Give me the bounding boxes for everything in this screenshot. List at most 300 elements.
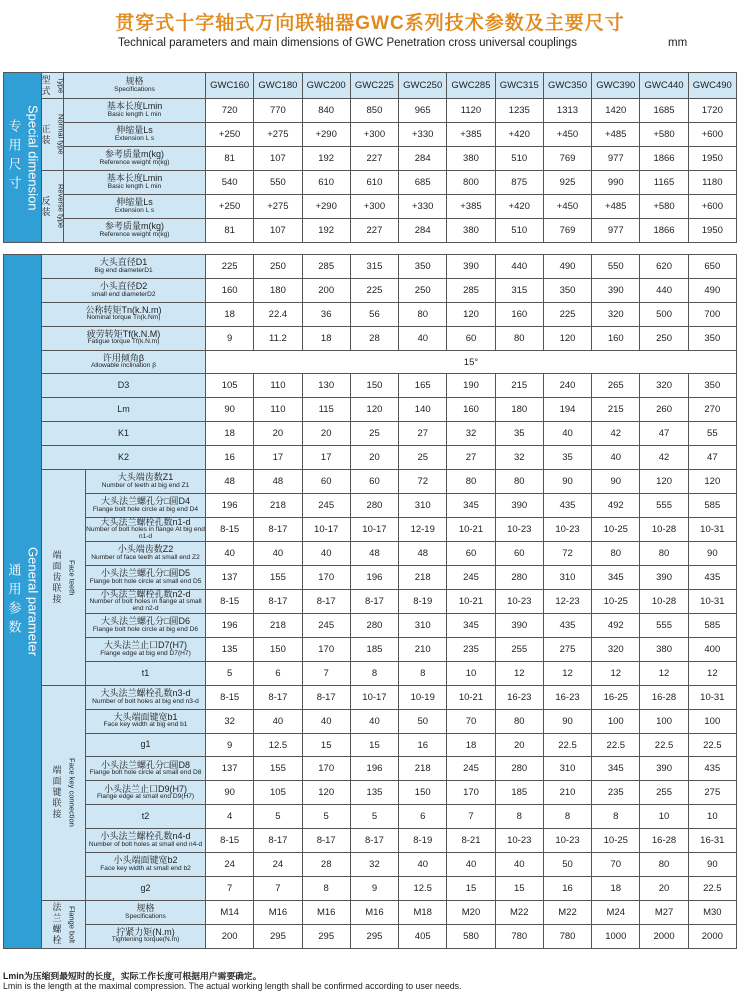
value-cell: 435	[543, 614, 591, 638]
value-cell: 310	[543, 757, 591, 781]
spec-cn: 小头法兰螺孔分□圆D8	[101, 759, 190, 770]
value-cell: 720	[206, 99, 254, 123]
value-cell: 27	[399, 422, 447, 446]
value-cell: 55	[688, 422, 736, 446]
value-cell: 40	[543, 422, 591, 446]
value-cell: 10-23	[543, 517, 591, 541]
value-cell: 12	[543, 661, 591, 685]
value-cell: 1313	[543, 99, 591, 123]
spec-label	[86, 614, 206, 638]
value-cell: 60	[302, 470, 350, 494]
value-cell: 8-17	[302, 685, 350, 709]
spec-en: Extension L s	[114, 206, 155, 214]
model-header: GWC250	[399, 73, 447, 99]
value-cell: 90	[688, 853, 736, 877]
spec-en: Specifications	[114, 85, 155, 93]
value-cell: 190	[447, 374, 495, 398]
model-header: GWC180	[254, 73, 302, 99]
value-cell: 22.5	[543, 733, 591, 757]
value-cell: 90	[543, 709, 591, 733]
value-cell: 16-25	[592, 685, 640, 709]
spec-cn: 疲劳转矩Tf(k.N.M)	[86, 328, 161, 339]
value-cell: 1235	[495, 99, 543, 123]
spec-en: Flange bolt hole circle at big end D6	[92, 625, 199, 633]
value-cell: 18	[206, 422, 254, 446]
value-cell: 320	[592, 638, 640, 662]
value-cell: 8-15	[206, 829, 254, 853]
value-cell: 25	[399, 446, 447, 470]
spec-cn: D3	[117, 380, 130, 391]
group-labels	[40, 114, 66, 155]
value-cell: 24	[206, 853, 254, 877]
value-cell: 390	[447, 255, 495, 279]
spec-en: Number of bolt holes in flange At big end n1-d	[86, 526, 205, 541]
value-cell: 170	[447, 781, 495, 805]
spec-cn: 大头端齿数Z1	[117, 472, 174, 483]
spec-cn: 大头法兰螺孔分□圆D6	[101, 616, 190, 627]
value-cell: 90	[206, 781, 254, 805]
group-en: Flange bolt	[67, 905, 77, 943]
value-cell: 150	[350, 374, 398, 398]
spec-en: Nominal torque Tn(k.Nm)	[86, 314, 161, 322]
value-cell: 492	[592, 614, 640, 638]
group-cn: 端面键联接	[51, 765, 62, 821]
value-cell: 48	[254, 470, 302, 494]
value-cell: 10-21	[447, 589, 495, 613]
spec-label	[86, 805, 206, 829]
spec-label	[64, 99, 206, 123]
value-cell: M16	[254, 900, 302, 924]
value-cell: 10-31	[688, 685, 736, 709]
value-cell: 8	[302, 876, 350, 900]
spec-en: Specifications	[125, 912, 166, 920]
value-cell: +420	[495, 195, 543, 219]
value-cell: 20	[302, 422, 350, 446]
value-cell: 60	[350, 470, 398, 494]
value-cell: 130	[302, 374, 350, 398]
sidebar-cn: 专用尺寸	[6, 119, 22, 196]
value-cell: +600	[688, 123, 736, 147]
value-cell: 192	[302, 219, 350, 243]
value-cell: +330	[399, 123, 447, 147]
value-cell: 390	[592, 278, 640, 302]
value-cell: 155	[254, 565, 302, 589]
value-cell: 780	[495, 924, 543, 948]
spec-cn: t1	[141, 667, 150, 678]
value-cell: 105	[254, 781, 302, 805]
value-cell: 8-19	[399, 829, 447, 853]
value-cell: 18	[206, 302, 254, 326]
value-cell: 440	[495, 255, 543, 279]
value-cell: 8-19	[399, 589, 447, 613]
value-cell: 35	[543, 446, 591, 470]
spec-en: Fatigue torque Tf(k.N.m)	[87, 338, 160, 346]
value-cell: 8-15	[206, 685, 254, 709]
spec-label	[86, 589, 206, 613]
value-cell: 165	[399, 374, 447, 398]
value-cell: 40	[399, 326, 447, 350]
value-cell: 196	[350, 565, 398, 589]
spec-label	[64, 219, 206, 243]
spec-label	[86, 924, 206, 948]
value-cell: M24	[592, 900, 640, 924]
value-cell: +275	[254, 123, 302, 147]
footnote-en: Lmin is the length at the maximal compression. The actual working length shall be confirmed according to user needs.	[3, 981, 462, 991]
group-cn: 端面齿联接	[51, 549, 62, 605]
spec-label	[64, 171, 206, 195]
value-cell: 215	[495, 374, 543, 398]
group-en: Face key connection	[67, 758, 77, 828]
value-cell: 780	[543, 924, 591, 948]
spec-label	[86, 470, 206, 494]
value-cell: 196	[206, 493, 254, 517]
value-cell: +300	[350, 195, 398, 219]
spec-label	[64, 73, 206, 99]
value-cell: 28	[302, 853, 350, 877]
value-cell: 800	[447, 171, 495, 195]
spec-en: Number of face teeth at small end Z2	[91, 553, 200, 561]
value-cell: 10-31	[688, 517, 736, 541]
spec-label	[86, 638, 206, 662]
value-cell: 500	[640, 302, 688, 326]
value-cell: 20	[254, 422, 302, 446]
value-cell: 8-17	[350, 589, 398, 613]
value-cell: 2000	[688, 924, 736, 948]
value-cell: 8	[592, 805, 640, 829]
value-cell: 8-17	[302, 589, 350, 613]
spec-cn: 规格	[136, 903, 155, 914]
value-cell: 9	[350, 876, 398, 900]
value-cell: 160	[206, 278, 254, 302]
value-cell: 284	[399, 219, 447, 243]
value-cell: +580	[640, 195, 688, 219]
value-cell: 218	[399, 757, 447, 781]
value-cell: 36	[302, 302, 350, 326]
spec-en: Big end diameterD1	[94, 266, 153, 274]
spec-en: Reference weight m(kg)	[99, 230, 170, 238]
value-cell: 22.5	[688, 876, 736, 900]
spec-label	[42, 278, 206, 302]
value-cell: 1165	[640, 171, 688, 195]
spec-en: Number of bolt holes at small end n4-d	[88, 840, 203, 848]
value-cell: 160	[592, 326, 640, 350]
spec-en: Flange edge at big end D7(H7)	[100, 649, 191, 657]
value-cell: +450	[543, 123, 591, 147]
sidebar-labels	[4, 105, 41, 211]
value-cell: 47	[688, 446, 736, 470]
model-header: GWC350	[543, 73, 591, 99]
model-header: GWC440	[640, 73, 688, 99]
spec-label	[86, 542, 206, 566]
value-cell: 9	[206, 733, 254, 757]
value-cell: 435	[688, 565, 736, 589]
group-labels	[42, 550, 85, 605]
value-cell: 48	[350, 542, 398, 566]
value-cell: 769	[543, 219, 591, 243]
value-cell: 245	[447, 565, 495, 589]
value-cell: 555	[640, 614, 688, 638]
value-cell: 6	[254, 661, 302, 685]
value-cell: 16	[543, 876, 591, 900]
value-cell: 10	[688, 805, 736, 829]
value-cell: 27	[447, 446, 495, 470]
value-cell: 875	[495, 171, 543, 195]
value-cell: 80	[495, 709, 543, 733]
model-header: GWC285	[447, 73, 495, 99]
group-labels	[40, 184, 66, 229]
value-cell: 1420	[592, 99, 640, 123]
value-cell: 280	[495, 757, 543, 781]
page-title: 贯穿式十字轴式万向联轴器GWC系列技术参数及主要尺寸	[115, 13, 625, 34]
value-cell: 20	[350, 446, 398, 470]
value-cell: 295	[350, 924, 398, 948]
value-cell: 5	[206, 661, 254, 685]
spec-label	[86, 733, 206, 757]
spec-cn: 伸缩量Ls	[116, 197, 153, 208]
value-cell: 1950	[688, 147, 736, 171]
value-cell: 200	[206, 924, 254, 948]
spec-en: Face key width at big end b1	[103, 721, 188, 729]
value-cell: 245	[447, 757, 495, 781]
spec-cn: 许用倾角β	[102, 352, 145, 363]
spec-cn: 大头法兰螺栓孔数n3-d	[100, 688, 191, 699]
spec-cn: 基本长度Lmin	[106, 173, 163, 184]
value-cell: 105	[206, 374, 254, 398]
value-cell: 977	[592, 219, 640, 243]
value-cell: 32	[447, 422, 495, 446]
value-cell: 8-17	[254, 829, 302, 853]
spec-cn: 拧紧力矩(N.m)	[116, 926, 175, 937]
group-labels	[42, 758, 85, 827]
spec-cn: 小头端齿数Z2	[117, 544, 174, 555]
spec-label	[86, 493, 206, 517]
spec-label	[86, 900, 206, 924]
spec-en: Tightening torque(N.m)	[111, 936, 180, 944]
value-cell: 16-31	[688, 829, 736, 853]
value-cell: 60	[495, 542, 543, 566]
value-cell: 250	[640, 326, 688, 350]
value-cell: 280	[350, 614, 398, 638]
value-cell: 107	[254, 219, 302, 243]
value-cell: 227	[350, 219, 398, 243]
value-cell: 10	[447, 661, 495, 685]
value-cell: 22.5	[592, 733, 640, 757]
value-cell: 15	[302, 733, 350, 757]
value-cell: 310	[399, 614, 447, 638]
spec-cn: 小头法兰螺栓孔数n2-d	[100, 588, 191, 599]
value-cell: 2000	[640, 924, 688, 948]
group-labels	[42, 902, 85, 946]
value-cell: 12	[640, 661, 688, 685]
value-cell: +420	[495, 123, 543, 147]
value-cell: 610	[350, 171, 398, 195]
spec-label	[42, 326, 206, 350]
value-cell: 12	[495, 661, 543, 685]
value-cell: 81	[206, 147, 254, 171]
value-cell: 22.4	[254, 302, 302, 326]
value-cell: 10-25	[592, 517, 640, 541]
value-cell: 280	[495, 565, 543, 589]
special-dimension-sidebar	[4, 73, 42, 243]
value-cell: 120	[543, 326, 591, 350]
value-cell: 90	[592, 470, 640, 494]
value-cell: 770	[254, 99, 302, 123]
value-cell: 16-23	[543, 685, 591, 709]
group-cn: 法兰螺栓	[51, 902, 62, 947]
value-cell: 48	[399, 542, 447, 566]
value-cell: 10-23	[495, 517, 543, 541]
value-cell: 8-17	[254, 685, 302, 709]
value-cell: M22	[495, 900, 543, 924]
value-cell: 40	[254, 709, 302, 733]
value-cell: 17	[302, 446, 350, 470]
value-cell: 160	[447, 398, 495, 422]
value-cell: 540	[206, 171, 254, 195]
value-cell: 150	[399, 781, 447, 805]
value-cell: 32	[495, 446, 543, 470]
spec-label	[86, 781, 206, 805]
value-cell: 196	[206, 614, 254, 638]
value-cell: 32	[206, 709, 254, 733]
value-cell: 10-19	[399, 685, 447, 709]
value-cell: 10-21	[447, 685, 495, 709]
value-cell: 490	[688, 278, 736, 302]
value-cell: 700	[688, 302, 736, 326]
value-cell: 80	[447, 470, 495, 494]
group-label	[42, 470, 86, 686]
value-cell: 170	[302, 638, 350, 662]
value-cell: 80	[495, 470, 543, 494]
value-cell: 435	[688, 757, 736, 781]
value-cell: +580	[640, 123, 688, 147]
spec-cn: 大头法兰螺孔分□圆D4	[101, 496, 190, 507]
spec-label	[86, 829, 206, 853]
value-cell: 320	[640, 374, 688, 398]
value-cell: 15	[447, 876, 495, 900]
value-cell: 285	[447, 278, 495, 302]
value-cell: 50	[543, 853, 591, 877]
value-cell: 100	[592, 709, 640, 733]
page-subtitle: Technical parameters and main dimensions of GWC Penetration cross universal couplings	[118, 37, 577, 49]
value-cell: 218	[254, 614, 302, 638]
value-cell: 210	[543, 781, 591, 805]
value-cell: 10-23	[495, 829, 543, 853]
value-cell: 200	[302, 278, 350, 302]
value-cell: 270	[688, 398, 736, 422]
value-cell: +275	[254, 195, 302, 219]
special-dimension-table	[3, 72, 737, 243]
value-cell: 17	[254, 446, 302, 470]
model-header: GWC315	[495, 73, 543, 99]
value-cell: 492	[592, 493, 640, 517]
value-cell: 250	[399, 278, 447, 302]
spec-en: Flange bolt hole circle at small end D8	[89, 769, 202, 777]
value-cell: 81	[206, 219, 254, 243]
value-cell: 120	[302, 781, 350, 805]
value-cell: 1866	[640, 147, 688, 171]
spec-label	[86, 709, 206, 733]
spec-label	[64, 147, 206, 171]
value-cell: 16	[399, 733, 447, 757]
spec-cn: 小头端面键宽b2	[113, 855, 178, 866]
value-cell: 10-17	[350, 685, 398, 709]
value-cell: 1000	[592, 924, 640, 948]
value-cell: 10-17	[350, 517, 398, 541]
value-cell: 12	[688, 661, 736, 685]
value-cell: 40	[399, 853, 447, 877]
value-cell: 12	[592, 661, 640, 685]
spec-label	[86, 876, 206, 900]
value-cell: 70	[592, 853, 640, 877]
value-cell: 196	[350, 757, 398, 781]
value-cell: +290	[302, 195, 350, 219]
value-cell: 8-21	[447, 829, 495, 853]
value-cell: 40	[206, 542, 254, 566]
general-parameter-sidebar	[4, 255, 42, 949]
value-cell: 50	[399, 709, 447, 733]
group-label	[42, 900, 86, 948]
value-cell: 5	[254, 805, 302, 829]
value-cell: 265	[592, 374, 640, 398]
value-cell: 990	[592, 171, 640, 195]
value-cell: 380	[640, 638, 688, 662]
value-cell: 25	[350, 422, 398, 446]
value-cell: 8	[543, 805, 591, 829]
value-cell: 610	[302, 171, 350, 195]
spec-cn: 小头法兰螺栓孔数n4-d	[100, 831, 191, 842]
value-cell: 40	[302, 709, 350, 733]
value-cell: 140	[399, 398, 447, 422]
value-cell: 7	[206, 876, 254, 900]
value-cell: 80	[640, 542, 688, 566]
value-cell: 10-21	[447, 517, 495, 541]
value-cell: 380	[447, 147, 495, 171]
value-cell: 40	[254, 542, 302, 566]
value-cell: 850	[350, 99, 398, 123]
value-cell: 245	[302, 614, 350, 638]
spec-en: Reference weight m(kg)	[99, 158, 170, 166]
value-cell: M22	[543, 900, 591, 924]
value-cell: 1685	[640, 99, 688, 123]
value-cell: 275	[543, 638, 591, 662]
value-cell: 35	[495, 422, 543, 446]
value-cell: 5	[302, 805, 350, 829]
spec-en: Number of teeth at big end Z1	[101, 481, 190, 489]
spec-label	[64, 123, 206, 147]
spec-label	[86, 661, 206, 685]
value-cell: 72	[543, 542, 591, 566]
spec-cn: 大头直径D1	[99, 257, 148, 268]
spec-cn: K2	[118, 451, 130, 462]
value-cell: 345	[592, 565, 640, 589]
value-cell: 295	[254, 924, 302, 948]
value-cell: 70	[447, 709, 495, 733]
value-cell: 250	[254, 255, 302, 279]
value-cell: 16	[206, 446, 254, 470]
spec-label	[42, 302, 206, 326]
spec-cn: 大头法兰螺栓孔数n1-d	[100, 516, 191, 527]
value-cell: 12.5	[254, 733, 302, 757]
value-cell: 32	[350, 853, 398, 877]
value-cell: 48	[206, 470, 254, 494]
value-cell: 8-17	[254, 517, 302, 541]
value-cell: 5	[350, 805, 398, 829]
model-header: GWC225	[350, 73, 398, 99]
value-cell: 345	[447, 493, 495, 517]
value-cell: 22.5	[688, 733, 736, 757]
value-cell: 8-15	[206, 589, 254, 613]
spec-label	[86, 517, 206, 541]
